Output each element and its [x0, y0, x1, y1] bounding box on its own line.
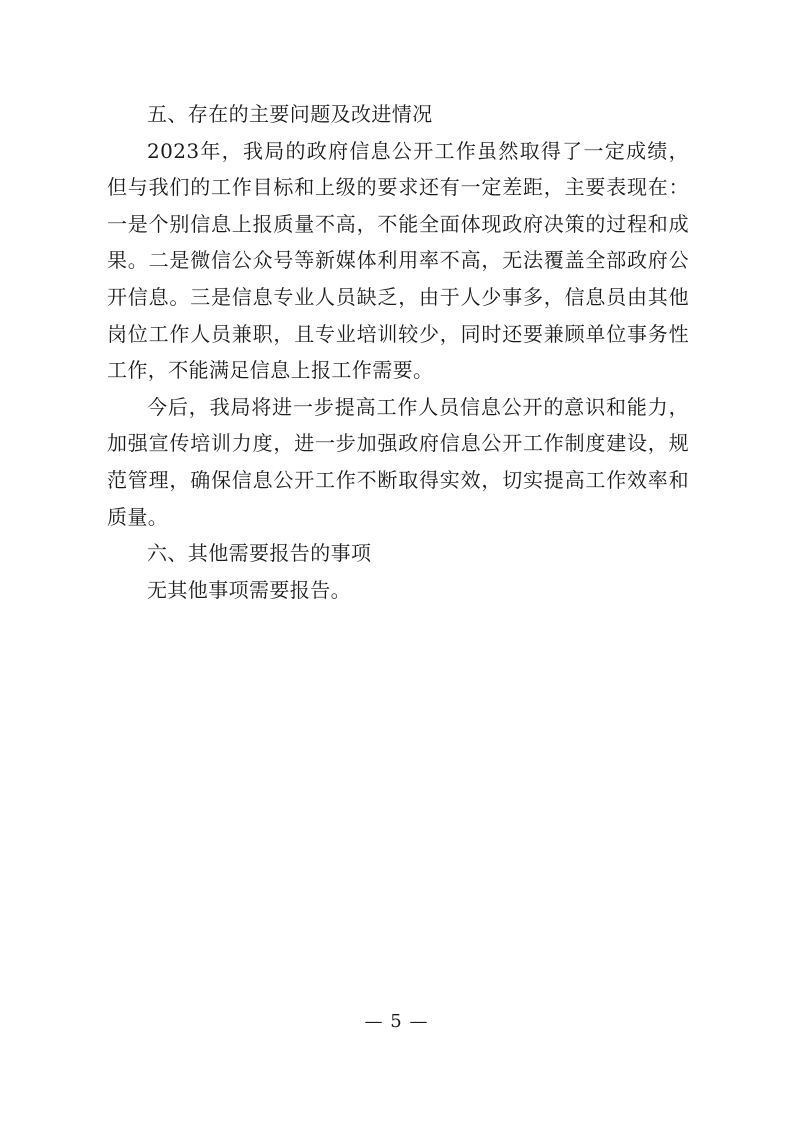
page-number: — 5 —: [364, 1011, 429, 1032]
paragraph-problems: 2023年，我局的政府信息公开工作虽然取得了一定成绩，但与我们的工作目标和上级的要求还有一定差距，主要表现在：一是个别信息上报质量不高，不能全面体现政府决策的过程和成果。二是微信公众号等新媒体利用率不高，无法覆盖全部政府公开信息。三是信息专业人员缺乏，由于人少事多，信息员由其他岗位工作人员兼职，且专业培训较少，同时还要兼顾单位事务性工作，不能满足信息上报工作需要。: [107, 138, 689, 383]
paragraph-improvements: 今后，我局将进一步提高工作人员信息公开的意识和能力，加强宣传培训力度，进一步加强政府信息公开工作制度建设，规范管理，确保信息公开工作不断取得实效，切实提高工作效率和质量。: [107, 394, 689, 529]
section-heading-other-matters: 六、其他需要报告的事项: [147, 541, 372, 566]
paragraph-other-matters: 无其他事项需要报告。: [147, 577, 351, 602]
document-body: [107, 96, 689, 608]
section-heading-problems: 五、存在的主要问题及改进情况: [147, 102, 433, 126]
